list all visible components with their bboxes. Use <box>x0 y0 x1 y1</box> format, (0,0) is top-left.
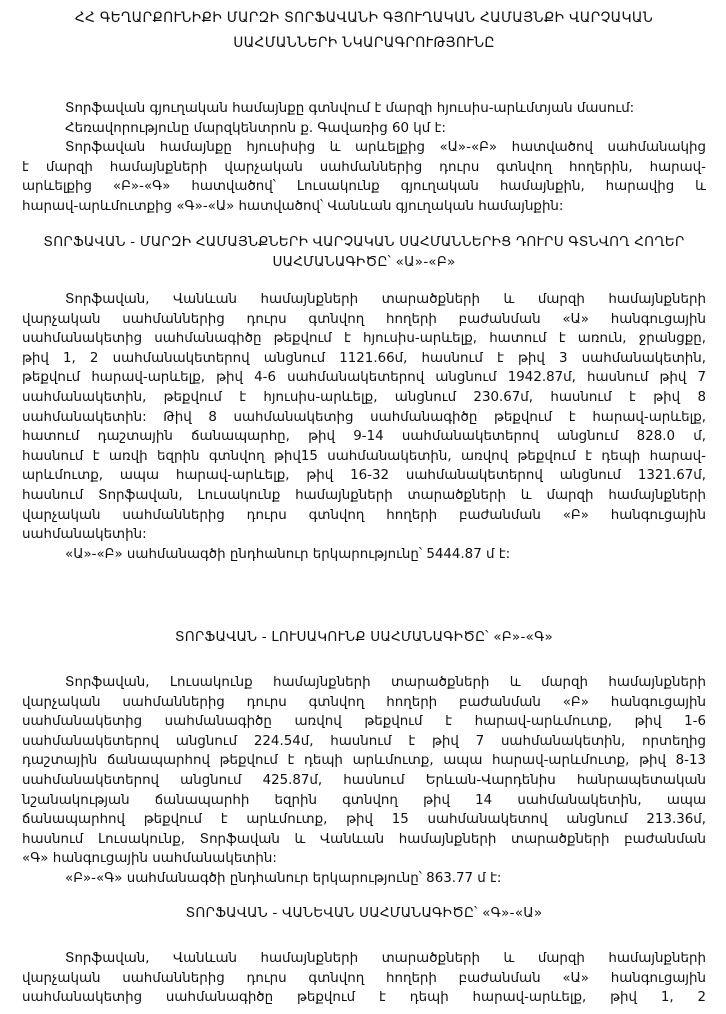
heading-line: ՍԱՀՄԱՆԱԳԻԾԸ՝ «Ա»-«Բ» <box>272 254 456 270</box>
text-line: թիվ 1, 2 սահմանակետերով անցնում 1121.66մ, հասնում է թիվ 3 սահմանակետին, <box>22 350 706 366</box>
text-line: սահմանակետերով անցնում 425.87մ, հասնում Երևան-Վարդենիս հանրապետական <box>22 772 706 788</box>
text-line: Հեռավորությունը մարզկենտրոն ք. Գավառից 60 կմ է: <box>65 120 446 136</box>
text-line: սահմանակետին, թեքվում է հյուսիս-արևելք, անցնում 230.67մ, հասնում է թիվ 8 <box>22 389 706 405</box>
text-line: սահմանակետից սահմանագիծը թեքվում է հյուսիս-արևելք, հատում է առուն, ջրանցքը, <box>22 331 706 347</box>
text-line: սահմանակետին: <box>22 527 147 543</box>
title-line: ՍԱՀՄԱՆՆԵՐԻ ՆԿԱՐԱԳՐՈՒԹՅՈՒՆԸ <box>233 35 495 51</box>
section-paragraph <box>22 949 706 1008</box>
heading-line: ՏՈՐՖԱՎԱՆ - ՄԱՐԶԻ ՀԱՄԱՅՆՔՆԵՐԻ ՎԱՐՉԱԿԱՆ ՍԱՀՄԱՆՆԵՐԻՑ ԴՈՒՐՍ ԳՏՆՎՈՂ ՀՈՂԵՐ <box>43 234 685 250</box>
text-line: Տորֆավան գյուղական համայնքը գտնվում է մարզի հյուսիս-արևմտյան մասում: <box>65 101 635 116</box>
text-line: է մարզի համայնքների վարչական սահմաններից դուրս գտնվող հողերին, հարավ- <box>22 159 706 175</box>
text-line: նշանակության ճանապարհի եզրին գտնվող թիվ 14 սահմանակետին, ապա <box>22 792 706 808</box>
title-line: ՀՀ ԳԵՂԱՐՔՈՒՆԻՔԻ ՄԱՐԶԻ ՏՈՐՖԱՎԱՆԻ ԳՅՈՒՂԱԿԱՆ ՀԱՄԱՅՆՔԻ ՎԱՐՉԱԿԱՆ <box>74 10 654 26</box>
text-line: վարչական սահմաններից դուրս գտնվող հողերի բաժանման «Ա» հանգուցային <box>22 970 706 986</box>
text-line: հասնում Լուսակունք, Տորֆավան և Վանևան համայնքների տարածքների բաժանման <box>22 831 706 847</box>
text-line: հասնում Տորֆավան, Լուսակունք համայնքների տարածքների և մարզի համայնքների <box>22 487 706 503</box>
text-line: Տորֆավան, Լուսակունք համայնքների տարածքների և մարզի համայնքների <box>65 675 706 690</box>
section-heading <box>22 627 706 647</box>
text-line: հասնում է առվի եզրին գտնվող թիվ15 սահմանակետին, առվով թեքվում է դեպի հարավ- <box>22 448 706 464</box>
text-line: սահմանակետից սահմանագիծը առվով թեքվում է հարավ-արևմուտք, թիվ 1-6 <box>22 714 706 730</box>
intro-paragraph <box>22 99 706 217</box>
text-line: արևելքից «Բ»-«Գ» հատվածով՝ Լուսակունք գյուղական համայնքին, հարավից և <box>22 179 706 195</box>
section-paragraph <box>22 290 706 564</box>
section-heading <box>22 903 706 923</box>
text-line: սահմանակետից սահմանագիծը թեքվում է դեպի հարավ-արևելք, թիվ 1, 2 <box>22 990 706 1006</box>
text-line: ճանապարհով թեքվում է արևմուտք, թիվ 15 սահմանակետով անցնում 213.36մ, <box>22 812 706 828</box>
text-line: սահմանակետին: Թիվ 8 սահմանակետից սահմանագիծը թեքվում է հարավ-արևելք, <box>22 409 706 425</box>
text-line: թեքվում հարավ-արևելք, թիվ 4-6 սահմանակետերով անցնում 1942.87մ, հասնում թիվ 7 <box>22 370 706 386</box>
text-line: հարավ-արևմուտքից «Գ»-«Ա» հատվածով՝ Վանևան գյուղական համայնքին: <box>22 198 564 214</box>
text-line: վարչական սահմաններից դուրս գտնվող հողերի բաժանման «Բ» հանգուցային <box>22 694 706 710</box>
text-line: Տորֆավան, Վանևան համայնքների տարածքների և մարզի համայնքների <box>65 292 706 307</box>
text-line: արևմուտք, ապա հարավ-արևելք, թիվ 16-32 սահմանակետերով անցնում 1321.67մ, <box>22 468 706 484</box>
text-line: վարչական սահմաններից դուրս գտնվող հողերի բաժանման «Ա» հանգուցային <box>22 311 706 327</box>
text-line: Տորֆավան, Վանևան համայնքների տարածքների և մարզի համայնքների <box>65 951 706 966</box>
text-line: Տորֆավան համայնքը հյուսիսից և արևելքից «Ա»-«Բ» հատվածով սահմանակից <box>65 140 706 156</box>
text-line: հատում դաշտային ճանապարհը, թիվ 9-14 սահմանակետերով անցնում 828.0 մ, <box>22 429 706 445</box>
section-paragraph <box>22 673 706 889</box>
heading-line: ՏՈՐՖԱՎԱՆ - ՎԱՆԵՎԱՆ ՍԱՀՄԱՆԱԳԻԾԸ՝ «Գ»-«Ա» <box>185 905 543 921</box>
document-title <box>22 6 706 56</box>
text-line: վարչական սահմաններից դուրս գտնվող հողերի բաժանման «Բ» հանգուցային <box>22 507 706 523</box>
text-line: «Գ» հանգուցային սահմանակետին: <box>22 851 277 867</box>
text-line: դաշտային ճանապարհով թեքվում է դեպի արևմուտք, ապա հարավ-արևմուտք, թիվ 8-13 <box>22 753 706 769</box>
text-line: սահմանակետերով անցնում 224.54մ, հասնում է թիվ 7 սահմանակետին, որտեղից <box>22 733 706 749</box>
heading-line: ՏՈՐՖԱՎԱՆ - ԼՈՒՍԱԿՈՒՆՔ ՍԱՀՄԱՆԱԳԻԾԸ՝ «Բ»-«Գ» <box>174 629 554 645</box>
text-line: «Ա»-«Բ» սահմանագծի ընդհանուր երկարությունը՝ 5444.87 մ է: <box>65 546 511 562</box>
text-line: «Բ»-«Գ» սահմանագծի ընդհանուր երկարությունը՝ 863.77 մ է: <box>65 870 502 886</box>
section-heading <box>22 232 706 272</box>
